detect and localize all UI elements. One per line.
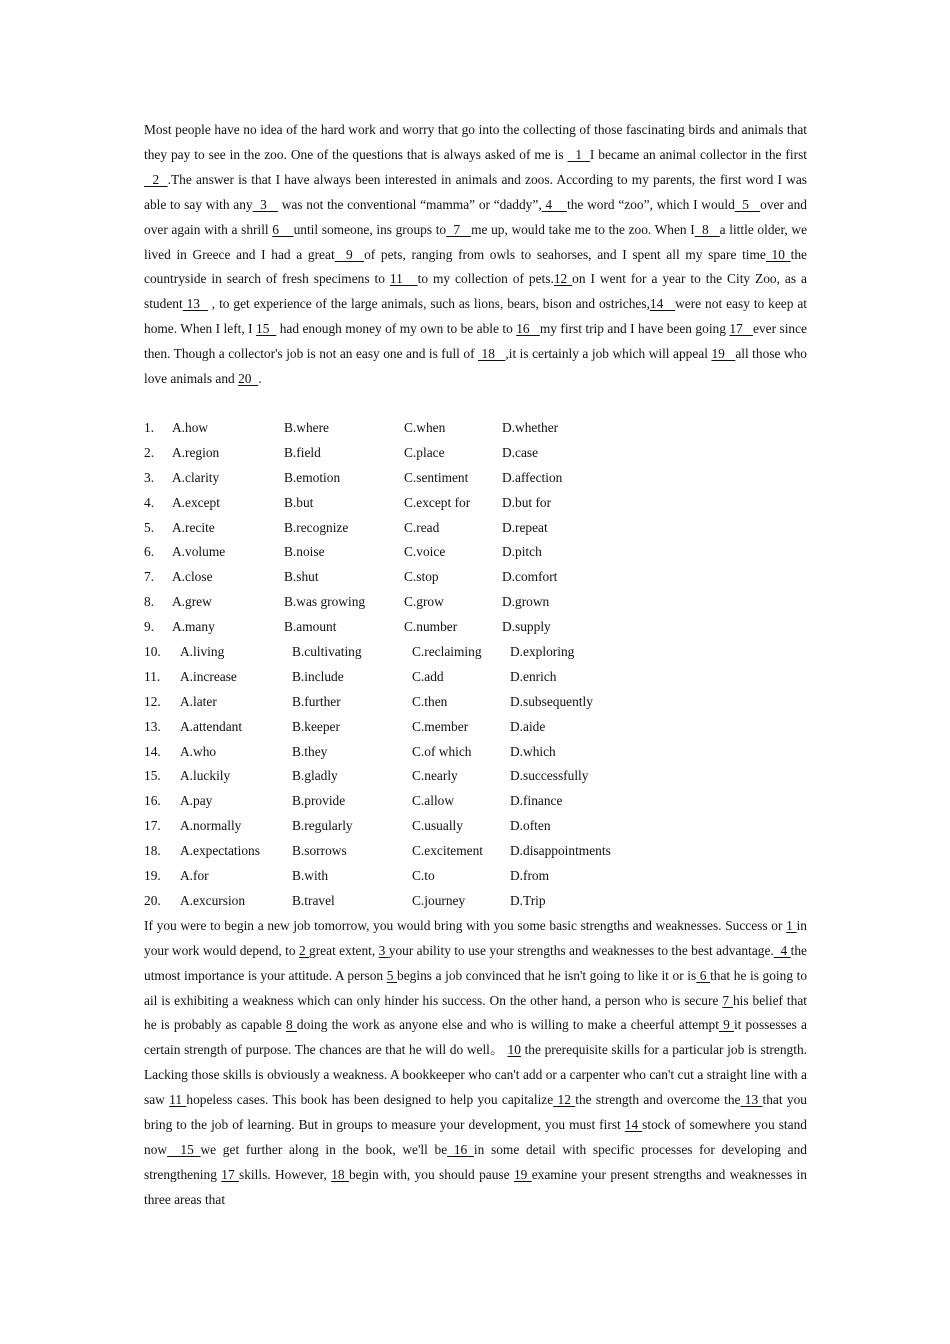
blank-4: 4 bbox=[773, 942, 791, 958]
passage-2-text bbox=[144, 914, 807, 1213]
passage-text-segment: had enough money of my own to be able to bbox=[276, 321, 517, 337]
question-1-options bbox=[144, 416, 807, 441]
blank-17: 17 bbox=[221, 1166, 239, 1182]
option-c: C.journey bbox=[412, 892, 466, 908]
option-d: D.from bbox=[510, 868, 550, 883]
option-b: B.regularly bbox=[292, 818, 353, 834]
passage-text-segment: that he is going to ail is exhibiting a weakness which can only hinder his success. On the other hand, a person who is secure bbox=[144, 967, 808, 1008]
passage-text-segment: that you bring to the job of learning. But in groups to measure your development, you must first bbox=[144, 1092, 807, 1133]
option-c: C.place bbox=[404, 444, 445, 460]
question-15-options bbox=[144, 764, 807, 789]
option-a: A.expectations bbox=[180, 843, 260, 859]
passage-text-segment: skills. However, bbox=[239, 1166, 332, 1182]
option-b: B.keeper bbox=[292, 718, 340, 734]
passage-text-segment: great extent, bbox=[309, 942, 379, 958]
option-a: A.pay bbox=[180, 793, 213, 809]
question-12-options bbox=[144, 690, 807, 715]
option-c: C.excitement bbox=[412, 843, 484, 859]
option-b: B.but bbox=[284, 494, 314, 510]
passage-text-segment: . bbox=[258, 371, 262, 387]
option-d: D.often bbox=[510, 818, 551, 834]
option-b: B.where bbox=[284, 419, 329, 435]
option-c: C.then bbox=[412, 693, 448, 709]
question-10-options bbox=[144, 640, 807, 665]
blank-2: 2 bbox=[298, 942, 310, 958]
option-c: C.add bbox=[412, 668, 444, 684]
option-a: A.increase bbox=[180, 668, 237, 684]
option-c: C.read bbox=[404, 519, 440, 535]
question-19-options bbox=[144, 864, 807, 889]
blank-15: 15 bbox=[256, 321, 277, 337]
passage-text-segment: .The answer is that I have always been interested in animals and zoos. According to my parents, the first word I was able to say with any bbox=[144, 171, 807, 212]
question-number: 14. bbox=[144, 743, 161, 759]
question-3-options bbox=[144, 466, 807, 491]
option-d: D.supply bbox=[502, 619, 551, 635]
passage-text-segment: , to get experience of the large animals, such as lions, bears, bison and ostriches, bbox=[207, 296, 650, 312]
option-c: C.grow bbox=[404, 594, 444, 610]
option-b: B.sorrows bbox=[292, 843, 347, 859]
question-number: 10. bbox=[144, 643, 161, 659]
option-c: C.voice bbox=[404, 544, 446, 560]
blank-9: 9 bbox=[334, 246, 365, 262]
question-number: 16. bbox=[144, 793, 161, 809]
option-d: D.finance bbox=[510, 793, 563, 809]
option-d: D.which bbox=[510, 743, 556, 759]
option-b: B.shut bbox=[284, 569, 319, 585]
option-b: B.amount bbox=[284, 619, 337, 635]
option-a: A.living bbox=[180, 643, 225, 659]
option-c: C.of which bbox=[412, 743, 472, 759]
option-b: B.provide bbox=[292, 793, 346, 809]
option-c: C.except for bbox=[404, 494, 471, 510]
option-d: D.subsequently bbox=[510, 693, 593, 709]
option-d: D.case bbox=[502, 444, 539, 460]
blank-18: 18 bbox=[331, 1166, 349, 1182]
blank-5: 5 bbox=[734, 196, 761, 212]
passage-text-segment: ,it is certainly a job which will appeal bbox=[505, 346, 712, 362]
blank-1: 1 bbox=[786, 917, 797, 933]
question-number: 1. bbox=[144, 419, 155, 435]
question-4-options bbox=[144, 491, 807, 516]
question-20-options bbox=[144, 889, 807, 914]
option-c: C.usually bbox=[412, 818, 463, 834]
question-2-options bbox=[144, 441, 807, 466]
blank-6: 6 bbox=[696, 967, 711, 983]
option-d: D.grown bbox=[502, 594, 550, 610]
passage-text-segment: we get further along in the book, we'll be bbox=[200, 1141, 448, 1157]
passage-text-segment: were not easy to keep at home. When I left, I bbox=[144, 296, 808, 337]
blank-13: 13 bbox=[740, 1092, 763, 1108]
option-b: B.with bbox=[292, 868, 329, 883]
blank-12: 12 bbox=[553, 1092, 576, 1108]
question-number: 11. bbox=[144, 668, 161, 684]
question-11-options bbox=[144, 665, 807, 690]
passage-text-segment: to my collection of pets. bbox=[417, 271, 554, 287]
option-a: A.close bbox=[172, 569, 213, 585]
option-b: B.further bbox=[292, 693, 341, 709]
passage-text-segment: the countryside in search of fresh specimens to bbox=[144, 246, 807, 287]
answer-options-list bbox=[144, 416, 807, 914]
option-a: A.clarity bbox=[172, 469, 220, 485]
option-b: B.travel bbox=[292, 892, 335, 908]
option-d: D.but for bbox=[502, 494, 552, 510]
option-c: C.number bbox=[404, 619, 458, 635]
blank-9: 9 bbox=[718, 1017, 734, 1033]
question-number: 15. bbox=[144, 768, 161, 784]
option-b: B.they bbox=[292, 743, 328, 759]
passage-text-segment: in your work would depend, to bbox=[144, 917, 807, 958]
question-18-options bbox=[144, 839, 807, 864]
passage-1-text bbox=[144, 118, 807, 392]
blank-3: 3 bbox=[378, 942, 389, 958]
option-a: A.region bbox=[172, 444, 220, 460]
option-d: D.affection bbox=[502, 469, 563, 485]
question-number: 2. bbox=[144, 444, 155, 460]
blank-1: 1 bbox=[567, 146, 590, 162]
passage-text-segment: was not the conventional “mamma” or “daddy”, bbox=[277, 196, 542, 212]
option-c: C.reclaiming bbox=[412, 643, 482, 659]
option-d: D.exploring bbox=[510, 643, 575, 659]
option-c: C.nearly bbox=[412, 768, 458, 784]
option-a: A.who bbox=[180, 743, 217, 759]
option-a: A.excursion bbox=[180, 892, 246, 908]
option-d: D.whether bbox=[502, 419, 559, 435]
blank-20: 20 bbox=[238, 371, 259, 387]
option-d: D.Trip bbox=[510, 892, 546, 908]
option-a: A.how bbox=[172, 419, 209, 435]
passage-text-segment: stock of somewhere you stand now bbox=[144, 1117, 807, 1157]
blank-7: 7 bbox=[446, 221, 472, 237]
passage-text-segment: Most people have no idea of the hard work and worry that go into the collecting of those fascinating birds and animals that they pay to see in the zoo. One of the questions that is always asked of me is bbox=[144, 122, 807, 162]
blank-16: 16 bbox=[447, 1141, 474, 1157]
passage-text-segment: begin with, you should pause bbox=[348, 1166, 514, 1182]
question-number: 4. bbox=[144, 494, 155, 510]
blank-13: 13 bbox=[182, 296, 208, 312]
option-d: D.repeat bbox=[502, 519, 548, 535]
option-b: B.was growing bbox=[284, 594, 366, 610]
question-6-options bbox=[144, 540, 807, 565]
passage-text-segment: hopeless cases. This book has been designed to help you capitalize bbox=[186, 1092, 554, 1108]
passage-text-segment: over and over again with a shrill bbox=[144, 196, 807, 237]
passage-text-segment: doing the work as anyone else and who is willing to make a cheerful attempt bbox=[296, 1017, 719, 1033]
option-c: C.when bbox=[404, 419, 446, 435]
blank-16: 16 bbox=[516, 321, 540, 337]
blank-11: 11 bbox=[389, 271, 418, 287]
option-a: A.for bbox=[180, 868, 209, 883]
document-page bbox=[144, 118, 807, 1213]
blank-15: 15 bbox=[167, 1141, 201, 1157]
blank-8: 8 bbox=[286, 1017, 297, 1033]
question-number: 5. bbox=[144, 519, 155, 535]
question-number: 9. bbox=[144, 619, 155, 635]
question-number: 3. bbox=[144, 469, 155, 485]
passage-text-segment: me up, would take me to the zoo. When I bbox=[471, 221, 695, 237]
option-c: C.stop bbox=[404, 569, 439, 585]
blank-19: 19 bbox=[513, 1166, 532, 1182]
option-a: A.later bbox=[180, 693, 217, 709]
blank-11: 11 bbox=[169, 1092, 187, 1108]
blank-10: 10 bbox=[765, 246, 791, 262]
option-c: C.sentiment bbox=[404, 469, 469, 485]
question-number: 13. bbox=[144, 718, 161, 734]
question-number: 6. bbox=[144, 544, 155, 560]
option-b: B.cultivating bbox=[292, 643, 362, 659]
question-number: 8. bbox=[144, 594, 155, 610]
question-number: 19. bbox=[144, 868, 161, 883]
passage-text-segment: in some detail with specific processes for developing and strengthening bbox=[144, 1141, 807, 1182]
option-b: B.recognize bbox=[284, 519, 349, 535]
passage-text-segment: the strength and overcome the bbox=[575, 1092, 741, 1108]
option-a: A.many bbox=[172, 619, 215, 635]
blank-2: 2 bbox=[144, 171, 168, 187]
blank-14: 14 bbox=[649, 296, 676, 312]
option-d: D.pitch bbox=[502, 544, 542, 560]
passage-text-segment: my first trip and I have been going bbox=[539, 321, 730, 337]
passage-text-segment: on I went for a year to the City Zoo, as a student bbox=[144, 271, 807, 312]
option-d: D.successfully bbox=[510, 768, 589, 784]
question-8-options bbox=[144, 590, 807, 615]
question-14-options bbox=[144, 740, 807, 765]
passage-text-segment: begins a job convinced that he isn't going to like it or is bbox=[397, 967, 697, 983]
passage-text-segment: examine your present strengths and weaknesses in three areas that bbox=[144, 1166, 807, 1207]
blank-6: 6 bbox=[272, 221, 294, 237]
passage-text-segment: his belief that he is probably as capable bbox=[144, 992, 807, 1033]
option-d: D.aide bbox=[510, 718, 546, 734]
passage-text-segment: it possesses a certain strength of purpose. The chances are that he will do well。 bbox=[144, 1017, 808, 1058]
passage-text-segment: ever since then. Though a collector's job is not an easy one and is full of bbox=[144, 321, 807, 362]
option-a: A.volume bbox=[172, 544, 226, 560]
option-d: D.comfort bbox=[502, 569, 558, 585]
question-16-options bbox=[144, 789, 807, 814]
option-b: B.emotion bbox=[284, 469, 341, 485]
question-number: 18. bbox=[144, 843, 161, 859]
question-13-options bbox=[144, 715, 807, 740]
question-9-options bbox=[144, 615, 807, 640]
passage-text-segment: the word “zoo”, which I would bbox=[567, 196, 735, 212]
passage-text-segment: all those who love animals and bbox=[144, 346, 808, 387]
option-a: A.luckily bbox=[180, 768, 231, 784]
blank-4: 4 bbox=[541, 196, 568, 212]
blank-17: 17 bbox=[729, 321, 754, 337]
blank-8: 8 bbox=[694, 221, 720, 237]
option-b: B.include bbox=[292, 668, 344, 684]
passage-text-segment: until someone, ins groups to bbox=[293, 221, 447, 237]
option-b: B.noise bbox=[284, 544, 325, 560]
question-17-options bbox=[144, 814, 807, 839]
passage-text-segment: I became an animal collector in the first bbox=[589, 146, 807, 162]
option-b: B.field bbox=[284, 444, 321, 460]
question-number: 17. bbox=[144, 818, 161, 834]
blank-14: 14 bbox=[624, 1117, 643, 1133]
option-a: A.attendant bbox=[180, 718, 243, 734]
option-d: D.disappointments bbox=[510, 843, 611, 859]
option-c: C.to bbox=[412, 868, 435, 883]
blank-10: 10 bbox=[507, 1042, 521, 1058]
option-b: B.gladly bbox=[292, 768, 338, 784]
blank-18: 18 bbox=[478, 346, 506, 362]
passage-text-segment: the utmost importance is your attitude. A person bbox=[144, 942, 807, 983]
option-d: D.enrich bbox=[510, 668, 557, 684]
blank-5: 5 bbox=[386, 967, 398, 983]
option-a: A.grew bbox=[172, 594, 212, 610]
option-c: C.allow bbox=[412, 793, 455, 809]
option-a: A.normally bbox=[180, 818, 242, 834]
blank-19: 19 bbox=[711, 346, 736, 362]
question-number: 20. bbox=[144, 892, 161, 908]
blank-7: 7 bbox=[722, 992, 733, 1008]
question-number: 7. bbox=[144, 569, 155, 585]
passage-text-segment: the prerequisite skills for a particular job is strength. Lacking those skills is obviously a weakness. A bookkeeper who can't add or a carpenter who can't cut a straight line with a saw bbox=[144, 1042, 807, 1108]
question-number: 12. bbox=[144, 693, 161, 709]
option-a: A.recite bbox=[172, 519, 215, 535]
option-c: C.member bbox=[412, 718, 469, 734]
option-a: A.except bbox=[172, 494, 220, 510]
blank-12: 12 bbox=[553, 271, 573, 287]
passage-text-segment: a little older, we lived in Greece and I had a great bbox=[144, 221, 808, 262]
question-5-options bbox=[144, 516, 807, 541]
question-7-options bbox=[144, 565, 807, 590]
passage-text-segment: of pets, ranging from owls to seahorses, and I spent all my spare time bbox=[364, 246, 766, 262]
passage-text-segment: If you were to begin a new job tomorrow, you would bring with you some basic strengths and weaknesses. Success or bbox=[144, 917, 787, 933]
blank-3: 3 bbox=[252, 196, 278, 212]
passage-text-segment: your ability to use your strengths and weaknesses to the best advantage. bbox=[388, 942, 774, 958]
